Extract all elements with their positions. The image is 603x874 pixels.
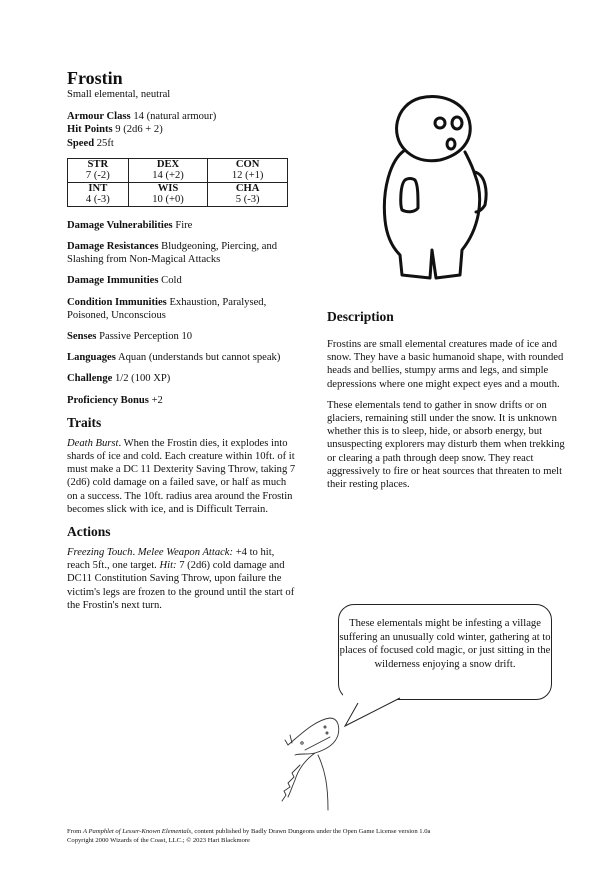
- action-name: Freezing Touch: [67, 547, 133, 559]
- armour-class-value: 14 (natural armour): [133, 111, 217, 123]
- action-freezing-touch: Freezing Touch. Melee Weapon Attack: +4 to hit, reach 5ft., one target. Hit: 7 (2d6) cold damage and DC11 Constitution Saving Throw, upon failure the victim's legs are frozen to the ground until the start of the Frostin's next turn.: [67, 547, 295, 611]
- armour-class: [67, 110, 299, 123]
- property-proficiency-bonus: [67, 394, 299, 407]
- property-value: Fire: [175, 219, 193, 231]
- property-value: Passive Perception 10: [99, 331, 193, 343]
- property-senses: [67, 330, 299, 343]
- footer-prefix: From: [67, 828, 83, 835]
- ability-value: 7 (-2): [68, 170, 129, 182]
- speed: [67, 137, 299, 150]
- attack-type: Melee Weapon Attack:: [137, 547, 234, 559]
- armour-class-label: Armour Class: [67, 111, 131, 123]
- description-paragraph: Frostins are small elemental creatures made of ice and snow. They have a basic humanoid shape, with rounded heads and bellies, stumpy arms and legs, and simple depressions where one might expect eyes and a mouth.: [327, 339, 564, 390]
- traits-heading: Traits: [67, 414, 102, 430]
- property-label: Damage Vulnerabilities: [67, 219, 173, 231]
- speech-bubble-text: These elementals might be infesting a village suffering an unusually cold winter, gathering at to places of focused cold magic, or just sitting in the wilderness enjoying a snow drift.: [339, 618, 551, 670]
- hit-points-value: 9 (2d6 + 2): [115, 124, 163, 136]
- property-label: Condition Immunities: [67, 296, 167, 308]
- ability-name: STR: [68, 158, 129, 170]
- property-label: Senses: [67, 331, 97, 343]
- property-value: +2: [151, 394, 163, 406]
- speed-value: 25ft: [96, 137, 114, 149]
- speed-label: Speed: [67, 137, 95, 149]
- hit-points: [67, 123, 299, 136]
- ability-name: INT: [68, 182, 129, 194]
- ability-name: CHA: [208, 182, 288, 194]
- ability-value: 12 (+1): [208, 170, 288, 182]
- footer-book-title: A Pamphlet of Lesser-Known Elementals: [82, 828, 192, 835]
- property-challenge: [67, 372, 299, 385]
- actions-heading: Actions: [67, 524, 111, 540]
- ability-value: 5 (-3): [208, 194, 288, 206]
- frostin-illustration: [360, 80, 500, 290]
- property-damage-immunities: [67, 274, 299, 287]
- property-languages: [67, 351, 299, 364]
- description-section: [327, 309, 567, 499]
- ability-value: 4 (-3): [68, 194, 129, 206]
- monster-name: Frostin: [67, 68, 123, 88]
- attack-text: +4 to hit, reach 5ft., one target.: [67, 547, 275, 572]
- hit-label: Hit:: [159, 560, 177, 572]
- ability-scores-table: [67, 158, 288, 207]
- property-label: Challenge: [67, 373, 113, 385]
- property-value: 1/2 (100 XP): [114, 373, 171, 385]
- trait-name: Death Burst: [67, 437, 119, 449]
- description-heading: Description: [327, 309, 394, 324]
- footer-suffix: , content published by Badly Drawn Dungeons under the Open Game License version 1.0a: [191, 828, 431, 835]
- ability-name: CON: [208, 158, 288, 170]
- property-damage-vulnerabilities: [67, 219, 299, 232]
- ability-name: DEX: [128, 158, 208, 170]
- hit-points-label: Hit Points: [67, 124, 113, 136]
- ability-value: 10 (+0): [128, 194, 208, 206]
- property-condition-immunities: [67, 296, 299, 322]
- property-value: Cold: [161, 275, 182, 287]
- footer-line-1: [67, 828, 547, 837]
- property-damage-resistances: [67, 240, 299, 266]
- footer-credits: [67, 828, 547, 845]
- trait-death-burst: [67, 437, 299, 516]
- property-label: Damage Immunities: [67, 275, 159, 287]
- property-label: Damage Resistances: [67, 241, 159, 253]
- stat-block: [67, 68, 299, 620]
- hit-text: 7 (2d6) cold damage and DC11 Constitution Saving Throw, upon failure the victim's legs are frozen to the ground until the start of the Frostin's next turn.: [67, 560, 295, 611]
- property-label: Proficiency Bonus: [67, 394, 149, 406]
- property-value: Exhaustion, Paralysed, Poisoned, Unconscious: [67, 296, 267, 321]
- ability-name: WIS: [128, 182, 208, 194]
- trait-text: . When the Frostin dies, it explodes into shards of ice and cold. Each creature within 10ft. of it must make a DC 11 Dexterity Saving Throw, taking 7 (2d6) cold damage on a failed save, or half as much on a success. The 10ft. radius area around the Frostin becomes slick with ice, and is Difficult Terrain.: [67, 437, 296, 515]
- property-label: Languages: [67, 352, 116, 364]
- monster-type: Small elemental, neutral: [67, 89, 171, 100]
- property-value: Aquan (understands but cannot speak): [117, 352, 281, 364]
- description-paragraph: These elementals tend to gather in snow drifts or on glaciers, remaining still under the snow. It is unknown whether this is to sleep, hide, or absorb energy, but unsuspecting explorers may disturb them when trekking or clearing a path through deep snow. They react aggressively to fire or heat sources that threaten to melt their resting places.: [327, 399, 565, 491]
- frostin-sketch-illustration: [280, 715, 360, 815]
- property-value: Bludgeoning, Piercing, and Slashing from Non-Magical Attacks: [67, 241, 278, 266]
- footer-line-2: Copyright 2000 Wizards of the Coast, LLC.; © 2023 Hari Blackmore: [67, 836, 250, 844]
- ability-value: 14 (+2): [128, 170, 208, 182]
